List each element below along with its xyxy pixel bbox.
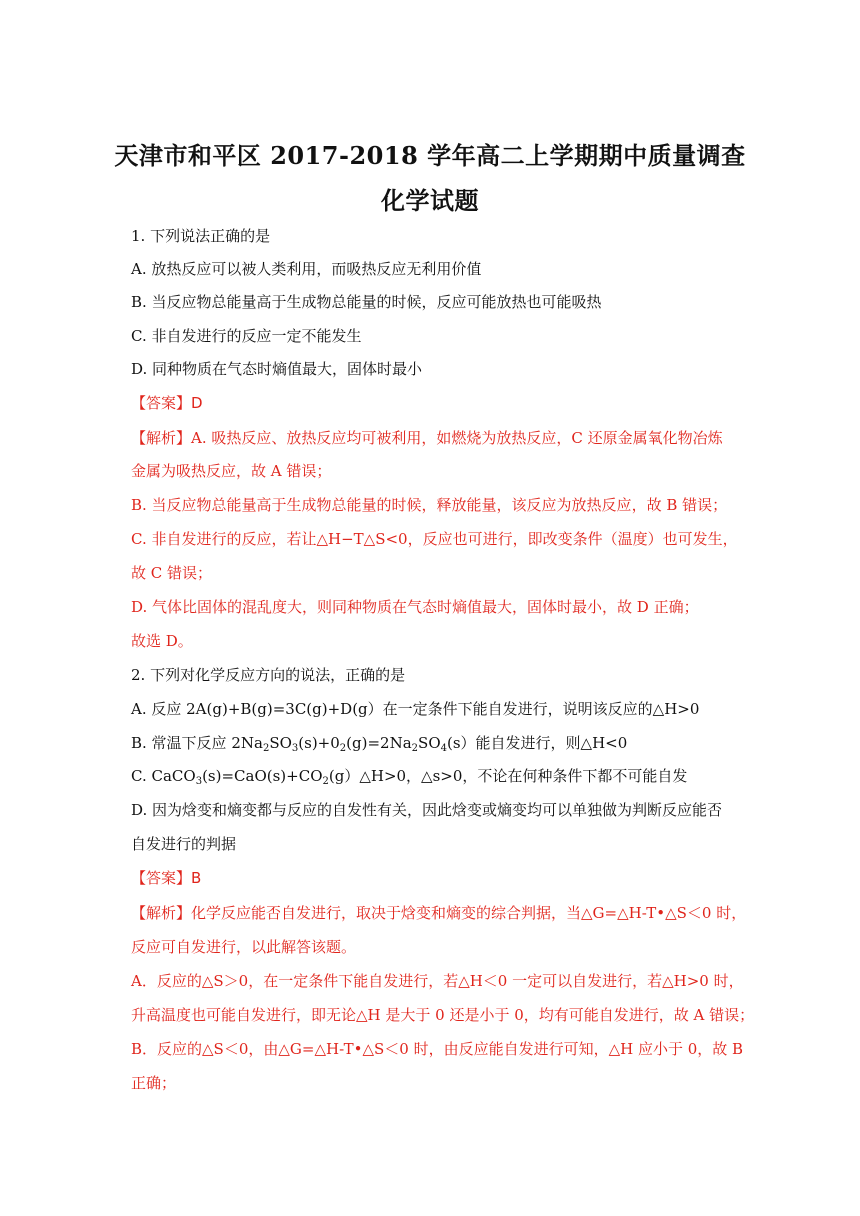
q1-analysis-line: B. 当反应物总能量高于生成物总能量的时候，释放能量，该反应为放热反应，故 B 错误； (131, 496, 728, 514)
q2-analysis-line: 正确； (131, 1074, 177, 1092)
question-1-stem: 1. 下列说法正确的是 (131, 227, 271, 245)
q1-analysis-line: 【解析】A. 吸热反应、放热反应均可被利用，如燃烧为放热反应，C 还原金属氧化物冶炼 (131, 429, 723, 447)
q1-analysis-line: 金属为吸热反应，故 A 错误； (131, 462, 332, 480)
q2-analysis-line: B．反应的△S＜0，由△G=△H-T•△S＜0 时，由反应能自发进行可知，△H 应小于 0，故 B (131, 1040, 744, 1058)
q2-answer: 【答案】B (131, 869, 202, 887)
q1-analysis-line: 故选 D。 (131, 632, 193, 650)
q2-option-a: A. 反应 2A(g)+B(g)=3C(g)+D(g）在一定条件下能自发进行，说明该反应的△H>0 (131, 700, 700, 718)
q1-option-c: C. 非自发进行的反应一定不能发生 (131, 327, 362, 345)
q2-option-c: C. $CaCO_3(s)=CaO(s)+CO_2(g)\triangle H>0$，△s>0，不论在何种条件下都不可能自发 (131, 767, 688, 787)
q1-option-a: A. 放热反应可以被人类利用，而吸热反应无利用价值 (131, 260, 482, 278)
q1-option-d: D. 同种物质在气态时熵值最大，固体时最小 (131, 360, 423, 378)
q1-analysis-line: C. 非自发进行的反应，若让△H−T△S<0，反应也可进行，即改变条件（温度）也可发生， (131, 530, 738, 548)
document-title: 天津市和平区 2017-2018 学年高二上学期期中质量调查 (114, 141, 746, 170)
q2-option-b: B. 常温下反应 $2Na_2SO_3(s)+0_2(g)=2Na_2SO_4(s)$能自发进行，则△H<0 (131, 734, 628, 754)
q1-option-b: B. 当反应物总能量高于生成物总能量的时候，反应可能放热也可能吸热 (131, 293, 602, 311)
q2-analysis-line: 升高温度也可能自发进行，即无论△H 是大于 0 还是小于 0，均有可能自发进行，故 A 错误； (131, 1006, 755, 1024)
q2-analysis-line: 反应可自发进行，以此解答该题。 (131, 938, 357, 956)
q1-analysis-line: D. 气体比固体的混乱度大，则同种物质在气态时熵值最大，固体时最小，故 D 正确； (131, 598, 699, 616)
q2-analysis-line: 【解析】化学反应能否自发进行，取决于焓变和熵变的综合判据，当△G=△H-T•△S＜0 时， (131, 904, 747, 922)
document-subtitle: 化学试题 (381, 186, 479, 215)
q1-analysis-line: 故 C 错误； (131, 564, 213, 582)
q2-option-d: D. 因为焓变和熵变都与反应的自发性有关，因此焓变或熵变均可以单独做为判断反应能否 (131, 801, 723, 819)
q2-option-d-continued: 自发进行的判据 (131, 835, 237, 853)
question-2-stem: 2. 下列对化学反应方向的说法，正确的是 (131, 666, 406, 684)
q1-answer: 【答案】D (131, 394, 203, 412)
q2-analysis-line: A．反应的△S＞0，在一定条件下能自发进行，若△H＜0 一定可以自发进行，若△H>0 时， (131, 972, 744, 990)
